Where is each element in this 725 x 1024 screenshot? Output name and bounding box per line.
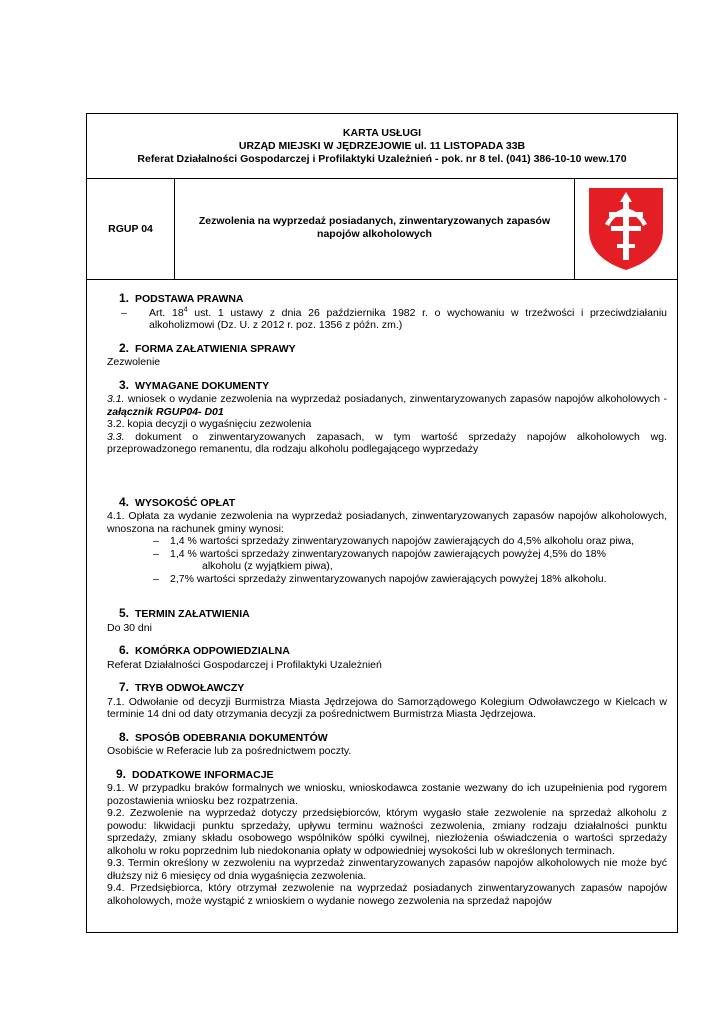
list-item: 3.1. wniosek o wydanie zezwolenia na wyprzedaż posiadanych, zinwentaryzowanych zapasów napojów alkoholowych - załącznik RGUP04- D01 bbox=[107, 393, 667, 418]
section-title: TRYB ODWOŁAWCZY bbox=[135, 682, 245, 694]
section-text: Do 30 dni bbox=[107, 621, 152, 634]
list-item: 3.3. dokument o zinwentaryzowanych zapasach, w tym wartość sprzedaży napojów alkoholowych wg. przeprowadzonego remanentu, dla rodzaju alkoholu podlegającego wyprzedaży bbox=[107, 430, 667, 455]
attachment-link[interactable]: załącznik RGUP04- D01 bbox=[107, 405, 224, 418]
section-text: Osobiście w Referacie lub za pośrednictwem poczty. bbox=[107, 745, 352, 757]
section-title: DODATKOWE INFORMACJE bbox=[132, 768, 274, 781]
office-address: URZĄD MIEJSKI W JĘDRZEJOWIE ul. 11 LISTOPADA 33B bbox=[238, 140, 526, 152]
list-item: 9.3. Termin określony w zezwoleniu na wyprzedaż zinwentaryzowanych zapasów napojów alkoholowych nie może być dłuższy niż 6 miesięcy od dnia wygaśnięcia zezwolenia. bbox=[107, 857, 667, 882]
list-item: 9.1. W przypadku braków formalnych we wniosku, wnioskodawca zostanie wezwany do ich uzupełnienia pod rygorem pozostawienia wniosku bez rozpatrzenia. bbox=[107, 782, 667, 807]
section-additional-info: 9. DODATKOWE INFORMACJE 9.1. W przypadku braków formalnych we wniosku, wnioskodawca zostanie wezwany do ich uzupełnienia pod rygorem pozostawienia wniosku bez rozpatrzenia. 9.2. Zezwolenie na wyprzedaż dotyczy przedsiębiorców, którym wygasło stałe zezwolenie na sprzedaż alkoholu z powodu: likwidacji punktu sprzedaży, upływu terminu ważności zezwolenia, zmiany rodzaju działalności punktu sprzedaży, zmiany składu osobowego wspólników spółki cywilnej, niezłożenia oświadczenia o wartości sprzedaży alkoholu w roku poprzednim lub niedokonania opłaty w odpowiedniej wysokości lub w określonych terminach. 9.3. Termin określony w zezwoleniu na wyprzedaż zinwentaryzowanych zapasów napojów alkoholowych nie może być dłuższy niż 6 miesięcy od dnia wygaśnięcia zezwolenia. 9.4. Przedsiębiorca, który otrzymał zezwolenie na wyprzedaż posiadanych zinwentaryzowanych zapasów napojów alkoholowych, może wystąpić z wnioskiem o wydanie nowego zezwolenia na sprzedaż napojów bbox=[107, 766, 667, 907]
department-info: Referat Działalności Gospodarczej i Profilaktyki Uzależnień - pok. nr 8 tel. (041) 386-10-10 wew.170 bbox=[137, 153, 627, 165]
logo-cell bbox=[575, 179, 677, 279]
section-title: TERMIN ZAŁATWIENIA bbox=[135, 608, 250, 620]
fee-item: – 1,4 % wartości sprzedaży zinwentaryzowanych napojów zawierających do 4,5% alkoholu oraz piwa, bbox=[153, 535, 634, 547]
card-title: KARTA USŁUGI bbox=[342, 127, 422, 139]
section-legal-basis: 1. PODSTAWA PRAWNA – Art. $18^4$ ust. 1 ustawy z dnia 26 października 1982 r. o wychowaniu w trzeźwości i przeciwdziałaniu alkoholizmowi (Dz. U. z 2012 r. poz. 1356 z późn. zm.) bbox=[119, 291, 667, 331]
fee-item: – 2,7% wartości sprzedaży zinwentaryzowanych napojów zawierających powyżej 18% alkoholu. bbox=[153, 572, 607, 585]
section-title: WYSOKOŚĆ OPŁAT bbox=[135, 496, 236, 509]
section-text: Zezwolenie bbox=[107, 356, 161, 368]
card-header bbox=[87, 114, 677, 179]
section-title: KOMÓRKA ODPOWIEDZIALNA bbox=[135, 645, 290, 657]
service-code: RGUP 04 bbox=[87, 179, 175, 279]
section-title: FORMA ZAŁATWIENIA SPRAWY bbox=[135, 342, 296, 355]
section-department: 6. KOMÓRKA ODPOWIEDZIALNA Referat Działalności Gospodarczej i Profilaktyki Uzależnień bbox=[119, 644, 667, 671]
fee-item: – 1,4 % wartości sprzedaży zinwentaryzowanych napojów zawierających powyżej 4,5% do 18% alkoholu (z wyjątkiem piwa), bbox=[153, 547, 606, 572]
service-name: Zezwolenia na wyprzedaż posiadanych, zinwentaryzowanych zapasów napojów alkoholowych bbox=[175, 179, 575, 279]
section-title: WYMAGANE DOKUMENTY bbox=[135, 379, 270, 392]
section-form: 2. FORMA ZAŁATWIENIA SPRAWY Zezwolenie bbox=[119, 342, 667, 369]
service-row bbox=[87, 179, 677, 280]
list-item: 7.1. Odwołanie od decyzji Burmistrza Miasta Jędrzejowa do Samorządowego Kolegium Odwoławczego w Kielcach w terminie 14 dni od daty otrzymania decyzji za pośrednictwem Burmistrza Miasta Jędrzejowa. bbox=[107, 695, 667, 720]
section-title: SPOSÓB ODEBRANIA DOKUMENTÓW bbox=[135, 731, 328, 744]
section-delivery: 8. SPOSÓB ODEBRANIA DOKUMENTÓW Osobiście w Referacie lub za pośrednictwem poczty. bbox=[119, 731, 667, 758]
content bbox=[87, 280, 677, 907]
coat-of-arms-icon bbox=[587, 186, 665, 272]
list-item: 4.1. Opłata za wydanie zezwolenia na wyprzedaż posiadanych, zinwentaryzowanych zapasów napojów alkoholowych, wnoszona na rachunek gminy wynosi: bbox=[107, 510, 667, 535]
section-title: PODSTAWA PRAWNA bbox=[135, 293, 244, 305]
service-card bbox=[86, 113, 678, 933]
section-text: Referat Działalności Gospodarczej i Profilaktyki Uzależnień bbox=[107, 658, 382, 671]
section-fees: 4. WYSOKOŚĆ OPŁAT 4.1. Opłata za wydanie zezwolenia na wyprzedaż posiadanych, zinwentaryzowanych zapasów napojów alkoholowych, wnoszona na rachunek gminy wynosi: – 1,4 % wartości sprzedaży zinwentaryzowanych napojów zawierających do 4,5% alkoholu oraz piwa, – 1,4 % wartości sprzedaży zinwentaryzowanych napojów zawierających powyżej 4,5% do 18% alkoholu (z wyjątkiem piwa), – 2,7% wartości sprzedaży zinwentaryzowanych napojów zawierających powyżej 18% alkoholu. bbox=[107, 494, 667, 585]
section-appeal: 7. TRYB ODWOŁAWCZY 7.1. Odwołanie od decyzji Burmistrza Miasta Jędrzejowa do Samorządowego Kolegium Odwoławczego w Kielcach w terminie 14 dni od daty otrzymania decyzji za pośrednictwem Burmistrza Miasta Jędrzejowa. bbox=[107, 680, 667, 720]
list-item: 9.2. Zezwolenie na wyprzedaż dotyczy przedsiębiorców, którym wygasło stałe zezwolenie na sprzedaż alkoholu z powodu: likwidacji punktu sprzedaży, upływu terminu ważności zezwolenia, zmiany rodzaju działalności punktu sprzedaży, zmiany składu osobowego wspólników spółki cywilnej, niezłożenia oświadczenia o wartości sprzedaży alkoholu w roku poprzednim lub niedokonania opłaty w odpowiedniej wysokości lub w określonych terminach. bbox=[107, 807, 667, 857]
list-item: 9.4. Przedsiębiorca, który otrzymał zezwolenie na wyprzedaż posiadanych zinwentaryzowanych zapasów napojów alkoholowych, może wystąpić z wnioskiem o wydanie nowego zezwolenia na sprzedaż napojów bbox=[107, 882, 667, 907]
section-documents: 3. WYMAGANE DOKUMENTY 3.1. wniosek o wydanie zezwolenia na wyprzedaż posiadanych, zinwentaryzowanych zapasów napojów alkoholowych - załącznik RGUP04- D01 3.2. kopia decyzji o wygaśnięciu zezwolenia 3.3. dokument o zinwentaryzowanych zapasach, w tym wartość sprzedaży napojów alkoholowych wg. przeprowadzonego remanentu, dla rodzaju alkoholu podlegającego wyprzedaży bbox=[107, 377, 667, 455]
list-item: – Art. $18^4$ ust. 1 ustawy z dnia 26 października 1982 r. o wychowaniu w trzeźwości i przeciwdziałaniu alkoholizmowi (Dz. U. z 2012 r. poz. 1356 z późn. zm.) bbox=[121, 306, 667, 331]
list-item: 3.2. kopia decyzji o wygaśnięciu zezwolenia bbox=[107, 418, 312, 430]
section-deadline: 5. TERMIN ZAŁATWIENIA Do 30 dni bbox=[119, 607, 667, 634]
